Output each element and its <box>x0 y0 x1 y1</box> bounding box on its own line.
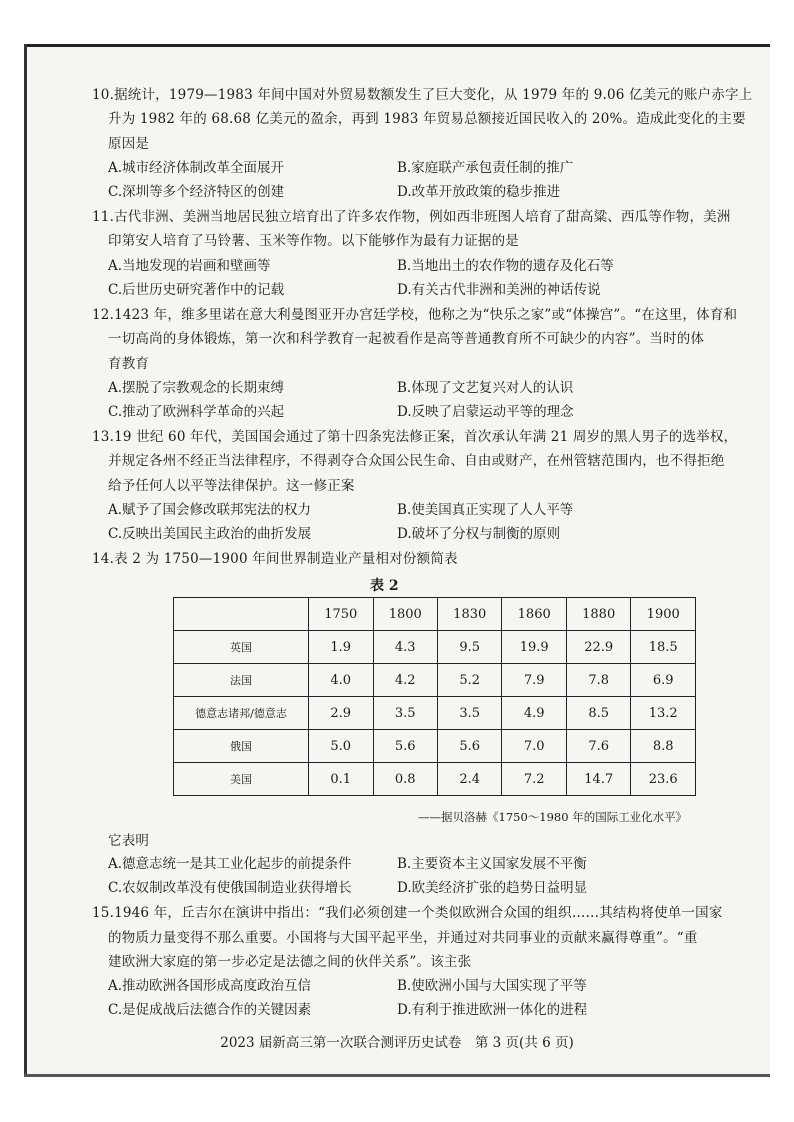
table-row <box>174 730 696 763</box>
q12-option-d: D.反映了启蒙运动平等的理念 <box>397 404 574 420</box>
q14-option-a: A.德意志统一是其工业化起步的前提条件 <box>108 856 352 872</box>
table-value-cell: 2.4 <box>437 763 501 796</box>
table-value-cell: 0.8 <box>373 763 437 796</box>
q12-line-3: 育教育 <box>108 356 150 372</box>
q11-line-1: 11.古代非洲、美洲当地居民独立培育出了许多农作物，例如西非班图人培育了甜高粱、西瓜等作物，美洲 <box>92 209 731 225</box>
table-year-header: 1830 <box>437 598 501 631</box>
table-row <box>174 697 696 730</box>
table-row <box>174 664 696 697</box>
table-country-cell: 英国 <box>174 631 309 664</box>
table-value-cell: 2.9 <box>309 697 373 730</box>
manufacturing-share-table <box>173 597 696 796</box>
table-value-cell: 6.9 <box>631 664 696 697</box>
table-source-note: ——据贝洛赫《1750～1980 年的国际工业化水平》 <box>418 810 688 824</box>
q12-option-a: A.摆脱了宗教观念的长期束缚 <box>108 380 285 396</box>
q12-option-b: B.体现了文艺复兴对人的认识 <box>397 380 574 396</box>
q11-option-a: A.当地发现的岩画和壁画等 <box>108 258 271 274</box>
q11-option-b: B.当地出土的农作物的遗存及化石等 <box>397 258 614 274</box>
q13-line-3: 给予任何人以平等法律保护。这一修正案 <box>108 478 355 494</box>
q10-line-2: 升为 1982 年的 68.68 亿美元的盈余，再到 1983 年贸易总额接近国民收入的 20%。造成此变化的主要 <box>108 111 746 127</box>
q13-option-d: D.破坏了分权与制衡的原则 <box>397 526 561 542</box>
table-value-cell: 5.2 <box>437 664 501 697</box>
q10-option-d: D.改革开放政策的稳步推进 <box>397 184 561 200</box>
scan-border-bottom <box>24 1074 770 1077</box>
table-year-header: 1880 <box>566 598 630 631</box>
table-value-cell: 4.9 <box>502 697 566 730</box>
q13-option-b: B.使美国真正实现了人人平等 <box>397 502 574 518</box>
q15-option-b: B.使欧洲小国与大国实现了平等 <box>397 978 587 994</box>
q13-option-c: C.反映出美国民主政治的曲折发展 <box>108 526 312 542</box>
q10-option-a: A.城市经济体制改革全面展开 <box>108 160 285 176</box>
table-value-cell: 5.0 <box>309 730 373 763</box>
table-row <box>174 763 696 796</box>
table-year-header: 1750 <box>309 598 373 631</box>
table-value-cell: 7.6 <box>566 730 630 763</box>
q11-option-c: C.后世历史研究著作中的记载 <box>108 282 285 298</box>
q10-line-3: 原因是 <box>108 136 150 152</box>
q15-option-a: A.推动欧洲各国形成高度政治互信 <box>108 978 312 994</box>
q15-line-2: 的物质力量变得不那么重要。小国将与大国平起平坐，并通过对共同事业的贡献来赢得尊重”。“重 <box>108 930 698 946</box>
table-value-cell: 0.1 <box>309 763 373 796</box>
q14-option-d: D.欧美经济扩张的趋势日益明显 <box>397 880 588 896</box>
table-country-cell: 德意志诸邦/德意志 <box>174 697 309 730</box>
table-corner-cell <box>174 598 309 631</box>
q15-option-d: D.有利于推进欧洲一体化的进程 <box>397 1002 588 1018</box>
table-value-cell: 5.6 <box>437 730 501 763</box>
q15-option-c: C.是促成战后法德合作的关键因素 <box>108 1002 312 1018</box>
table-value-cell: 5.6 <box>373 730 437 763</box>
table-row <box>174 631 696 664</box>
table-value-cell: 4.2 <box>373 664 437 697</box>
scan-border-top <box>24 44 770 47</box>
q13-option-a: A.赋予了国会修改联邦宪法的权力 <box>108 502 312 518</box>
q15-line-3: 建欧洲大家庭的第一步必定是法德之间的伙伴关系”。该主张 <box>108 954 472 970</box>
page-footer: 2023 届新高三第一次联合测评历史试卷 第 3 页(共 6 页) <box>220 1035 574 1051</box>
table-country-cell: 法国 <box>174 664 309 697</box>
table-value-cell: 18.5 <box>631 631 696 664</box>
q13-line-2: 并规定各州不经正当法律程序，不得剥夺合众国公民生命、自由或财产，在州管辖范围内，也不得拒绝 <box>108 453 725 469</box>
scan-border-left <box>24 44 27 1076</box>
q14-stem: 它表明 <box>108 833 150 849</box>
table-header-row <box>174 598 696 631</box>
q12-option-c: C.推动了欧洲科学革命的兴起 <box>108 404 285 420</box>
table-caption: 表 2 <box>370 578 399 594</box>
q10-option-b: B.家庭联产承包责任制的推广 <box>397 160 574 176</box>
table-value-cell: 7.8 <box>566 664 630 697</box>
table-value-cell: 7.2 <box>502 763 566 796</box>
table-value-cell: 1.9 <box>309 631 373 664</box>
q15-line-1: 15.1946 年，丘吉尔在演讲中指出：“我们必须创建一个类似欧洲合众国的组织……其结构将使单一国家 <box>92 905 723 921</box>
table-year-header: 1900 <box>631 598 696 631</box>
table-country-cell: 美国 <box>174 763 309 796</box>
table-value-cell: 19.9 <box>502 631 566 664</box>
table-value-cell: 7.9 <box>502 664 566 697</box>
table-value-cell: 8.8 <box>631 730 696 763</box>
table-year-header: 1860 <box>502 598 566 631</box>
table-value-cell: 23.6 <box>631 763 696 796</box>
q10-option-c: C.深圳等多个经济特区的创建 <box>108 184 285 200</box>
q11-line-2: 印第安人培育了马铃薯、玉米等作物。以下能够作为最有力证据的是 <box>108 233 519 249</box>
table-value-cell: 4.3 <box>373 631 437 664</box>
q14-option-b: B.主要资本主义国家发展不平衡 <box>397 856 587 872</box>
table-value-cell: 4.0 <box>309 664 373 697</box>
table-value-cell: 14.7 <box>566 763 630 796</box>
q12-line-1: 12.1423 年，维多里诺在意大利曼图亚开办宫廷学校，他称之为“快乐之家”或“体操宫”。“在这里，体育和 <box>92 307 738 323</box>
table-value-cell: 8.5 <box>566 697 630 730</box>
q14-option-c: C.农奴制改革没有使俄国制造业获得增长 <box>108 880 352 896</box>
q12-line-2: 一切高尚的身体锻炼，第一次和科学教育一起被看作是高等普通教育所不可缺少的内容”。当时的体 <box>108 331 705 347</box>
table-value-cell: 13.2 <box>631 697 696 730</box>
table-country-cell: 俄国 <box>174 730 309 763</box>
table-value-cell: 3.5 <box>437 697 501 730</box>
q10-line-1: 10.据统计，1979—1983 年间中国对外贸易数额发生了巨大变化，从 1979 年的 9.06 亿美元的账户赤字上 <box>92 87 753 103</box>
table-value-cell: 3.5 <box>373 697 437 730</box>
table-value-cell: 9.5 <box>437 631 501 664</box>
table-value-cell: 22.9 <box>566 631 630 664</box>
q14-intro: 14.表 2 为 1750—1900 年间世界制造业产量相对份额简表 <box>92 551 458 567</box>
table-year-header: 1800 <box>373 598 437 631</box>
table-value-cell: 7.0 <box>502 730 566 763</box>
q13-line-1: 13.19 世纪 60 年代，美国国会通过了第十四条宪法修正案，首次承认年满 21 周岁的黑人男子的选举权， <box>92 429 738 445</box>
q11-option-d: D.有关古代非洲和美洲的神话传说 <box>397 282 601 298</box>
